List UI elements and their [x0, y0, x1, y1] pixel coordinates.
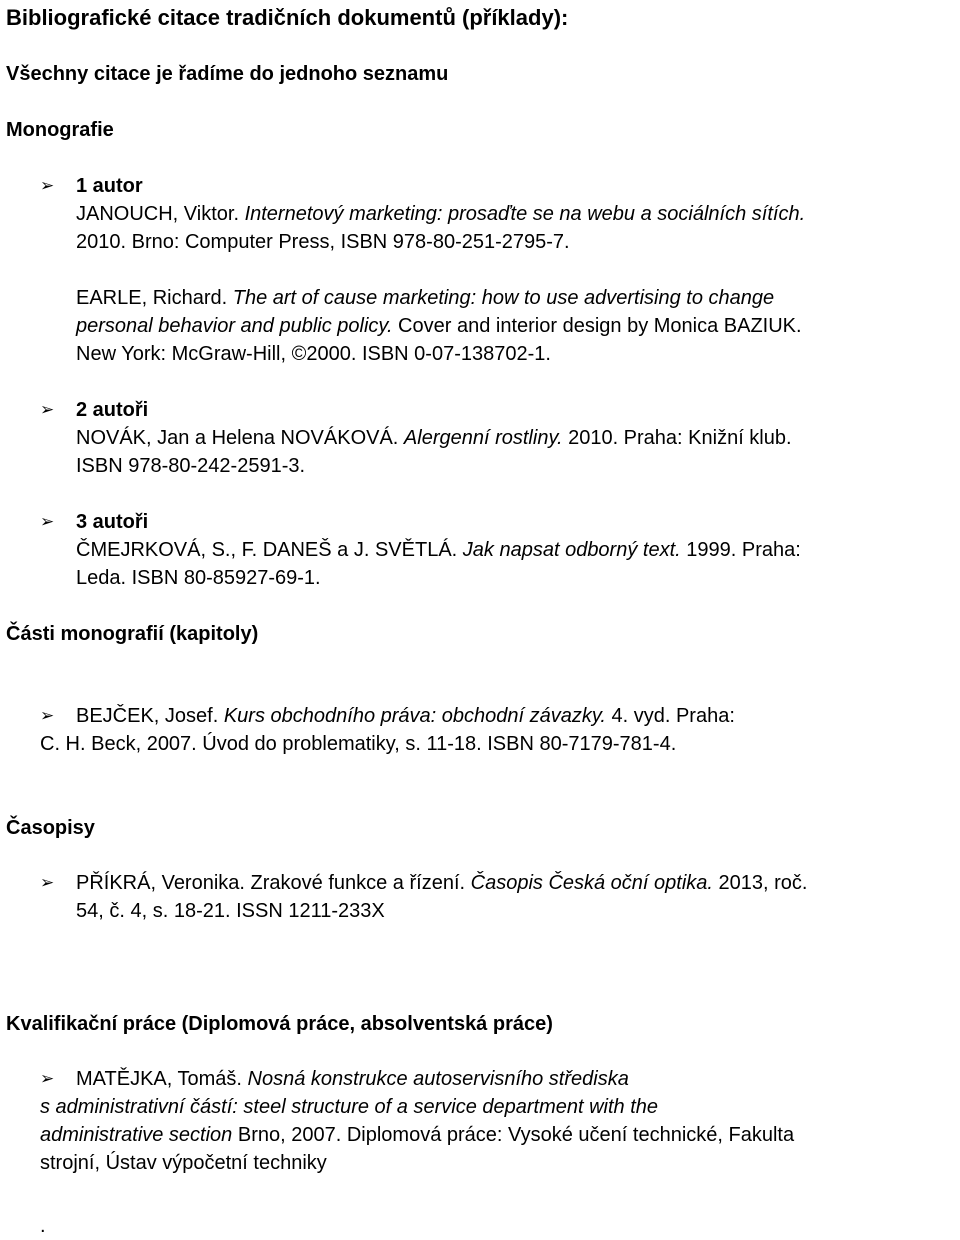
- citation-matejka-line4: strojní, Ústav výpočetní techniky: [40, 1152, 327, 1174]
- citation-matejka-line3: administrative section Brno, 2007. Diplomová práce: Vysoké učení technické, Fakulta: [40, 1124, 795, 1146]
- citation-cmejrkova-line1: ČMEJRKOVÁ, S., F. DANEŠ a J. SVĚTLÁ. Jak napsat odborný text. 1999. Praha:: [76, 539, 801, 561]
- trailing-period: .: [40, 1215, 46, 1237]
- intro-text: Všechny citace je řadíme do jednoho seznamu: [6, 63, 449, 85]
- citation-prikra-line2: 54, č. 4, s. 18-21. ISSN 1211-233X: [76, 900, 385, 922]
- section-heading-casopisy: Časopisy: [6, 817, 95, 839]
- citation-cmejrkova-line2: Leda. ISBN 80-85927-69-1.: [76, 567, 321, 589]
- citation-bejcek-line2: C. H. Beck, 2007. Úvod do problematiky, s. 11-18. ISBN 80-7179-781-4.: [40, 733, 677, 755]
- subheading-one-author: 1 autor: [76, 175, 143, 197]
- citation-earle-line3: New York: McGraw-Hill, ©2000. ISBN 0-07-138702-1.: [76, 343, 551, 365]
- subheading-two-authors: 2 autoři: [76, 399, 149, 421]
- citation-novak-line1: NOVÁK, Jan a Helena NOVÁKOVÁ. Alergenní rostliny. 2010. Praha: Knižní klub.: [76, 427, 792, 449]
- subheading-three-authors: 3 autoři: [76, 511, 149, 533]
- bullet-arrow-icon: ➢: [40, 400, 55, 420]
- section-heading-monografie: Monografie: [6, 119, 114, 141]
- bullet-arrow-icon: ➢: [40, 706, 55, 726]
- bullet-arrow-icon: ➢: [40, 873, 55, 893]
- section-heading-kvalifikacni-prace: Kvalifikační práce (Diplomová práce, absolventská práce): [6, 1013, 553, 1035]
- citation-prikra-line1: PŘÍKRÁ, Veronika. Zrakové funkce a řízení. Časopis Česká oční optika. 2013, roč.: [76, 872, 808, 894]
- section-heading-casti-monografii: Části monografií (kapitoly): [6, 623, 259, 645]
- citation-matejka-line1: MATĚJKA, Tomáš. Nosná konstrukce autoservisního střediska: [76, 1068, 629, 1090]
- citation-janouch-line1: JANOUCH, Viktor. Internetový marketing: prosaďte se na webu a sociálních sítích.: [76, 203, 806, 225]
- bullet-arrow-icon: ➢: [40, 512, 55, 532]
- citation-janouch-line2: 2010. Brno: Computer Press, ISBN 978-80-251-2795-7.: [76, 231, 570, 253]
- page-title: Bibliografické citace tradičních dokumentů (příklady):: [6, 5, 569, 30]
- citation-matejka-line2: s administrativní částí: steel structure of a service department with the: [40, 1096, 659, 1118]
- bullet-arrow-icon: ➢: [40, 176, 55, 196]
- citation-novak-line2: ISBN 978-80-242-2591-3.: [76, 455, 306, 477]
- citation-earle-line1: EARLE, Richard. The art of cause marketing: how to use advertising to change: [76, 287, 775, 309]
- citation-bejcek-line1: BEJČEK, Josef. Kurs obchodního práva: obchodní závazky. 4. vyd. Praha:: [76, 705, 735, 727]
- bullet-arrow-icon: ➢: [40, 1069, 55, 1089]
- citation-earle-line2: personal behavior and public policy. Cover and interior design by Monica BAZIUK.: [76, 315, 802, 337]
